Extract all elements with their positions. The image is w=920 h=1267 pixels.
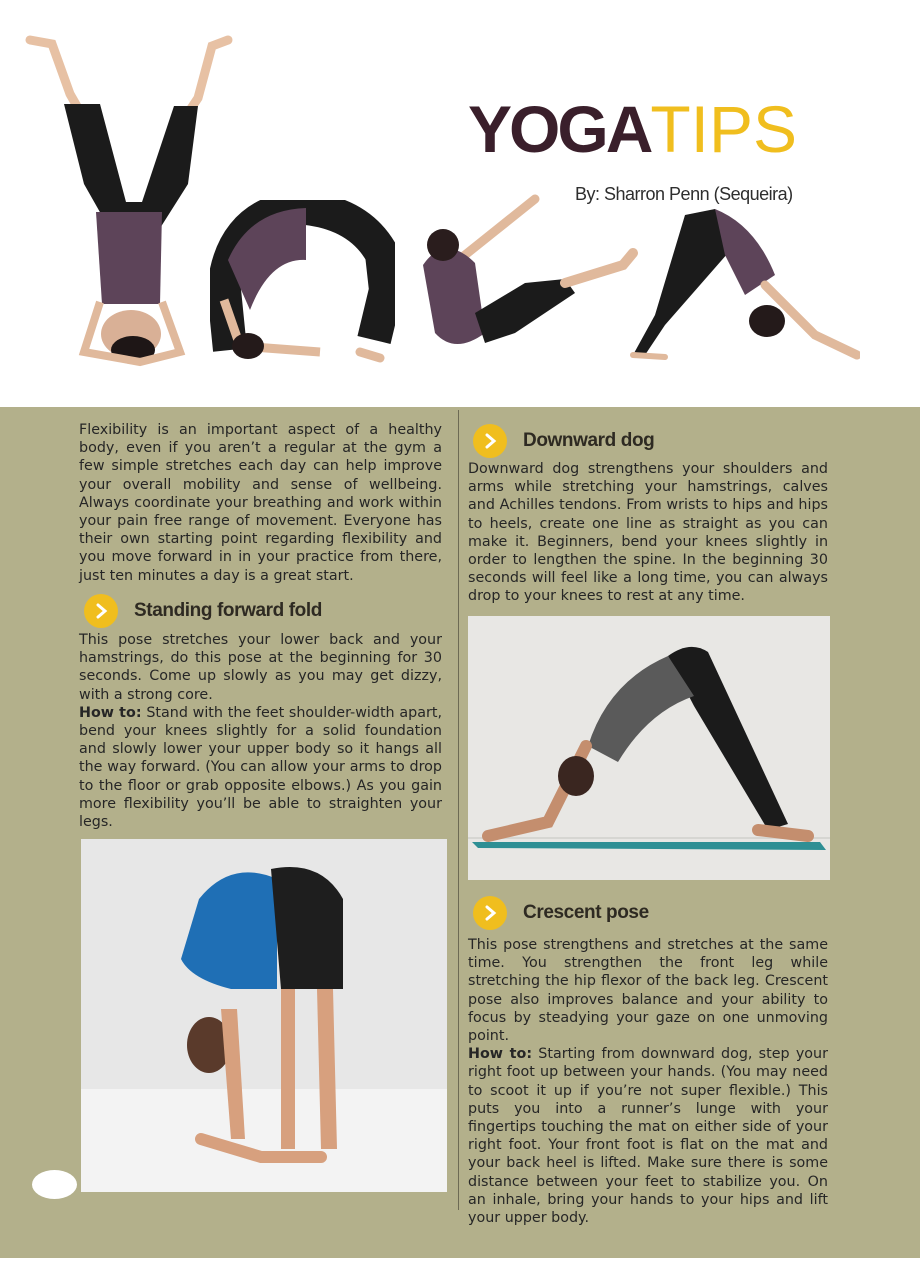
boat-pose-icon xyxy=(415,193,640,361)
crescent-howto-label: How to: xyxy=(468,1046,533,1063)
wheel-pose-icon xyxy=(210,200,395,370)
standing-forward-fold-title: Standing forward fold xyxy=(134,600,322,621)
headstand-pose-icon xyxy=(22,34,237,369)
page-title xyxy=(468,92,798,166)
downward-dog-paragraph: Downward dog strengthens your shoulders and arms while stretching your hamstrings, calves and Achilles tendons. From wrists to hips and hips to heels, create one line as straight as you can make it. Beginners, bend your knees slightly in order to lengthen the spine. In the beginning 30 seconds will feel like a long time, you can always drop to your knees to rest at any time. xyxy=(468,461,828,605)
crescent-pose-paragraph: This pose strengthens and stretches at the same time. You strengthen the front leg while stretching the hip flexor of the back leg. Crescent pose also improves balance and your ability to focus by steadying your gaze on one unmoving point. xyxy=(468,937,828,1045)
crescent-pose-title: Crescent pose xyxy=(523,902,649,923)
standing-forward-fold-photo xyxy=(81,839,447,1192)
title-word-yoga: YOGA xyxy=(468,92,651,166)
page-number-badge xyxy=(32,1170,77,1199)
crescent-howto-text: Starting from downward dog, step your right foot up between your hands. (You may need to scoot it up if you’re not super flexible.) This puts you into a runner’s lunge with your fingertips touching the mat on either side of your right foot. Your front foot is flat on the mat and your back heel is lifted. Make sure there is some distance between your feet to stabilize you. On an inhale, bring your hands to your hips and lift your upper body. xyxy=(468,1046,828,1227)
chevron-right-icon xyxy=(473,424,507,458)
downward-dog-pose-icon xyxy=(625,205,860,363)
header-banner xyxy=(0,0,920,407)
standing-howto-text: Stand with the feet shoulder-width apart, bend your knees slightly for a solid foundation and slowly lower your upper body so it hangs all the way forward. (You can allow your arms to drop to the floor or grab opposite elbows.) As you gain more flexibility you’ll be able to straighten your legs. xyxy=(79,704,442,831)
downward-dog-heading xyxy=(473,424,654,458)
bottom-margin-strip xyxy=(0,1258,920,1267)
chevron-right-icon xyxy=(84,594,118,628)
standing-forward-fold-paragraph: This pose stretches your lower back and your hamstrings, do this pose at the beginning for 30 seconds. Come up slowly as you may get dizzy, with a strong core. xyxy=(79,632,442,703)
column-divider xyxy=(458,410,459,1210)
standing-forward-fold-text xyxy=(79,631,442,831)
author-byline: By: Sharron Penn (Sequeira) xyxy=(575,184,793,204)
crescent-pose-text xyxy=(468,936,828,1227)
standing-forward-fold-heading xyxy=(84,594,322,628)
downward-dog-title: Downward dog xyxy=(523,430,655,451)
chevron-right-icon xyxy=(473,896,507,930)
crescent-pose-heading xyxy=(473,896,649,930)
title-word-tips: TIPS xyxy=(650,92,798,166)
downward-dog-photo xyxy=(468,616,830,880)
standing-howto-label: How to: xyxy=(79,704,142,721)
intro-paragraph: Flexibility is an important aspect of a healthy body, even if you aren’t a regular at the gym a few simple stretches each day can help improve your overall mobility and sense of wellbeing. Always coordinate your breathing and work within your pain free range of movement. Everyone has their own starting point regarding flexibility and you move forward in in your practice from there, just ten minutes a day is a great start. xyxy=(79,422,442,584)
